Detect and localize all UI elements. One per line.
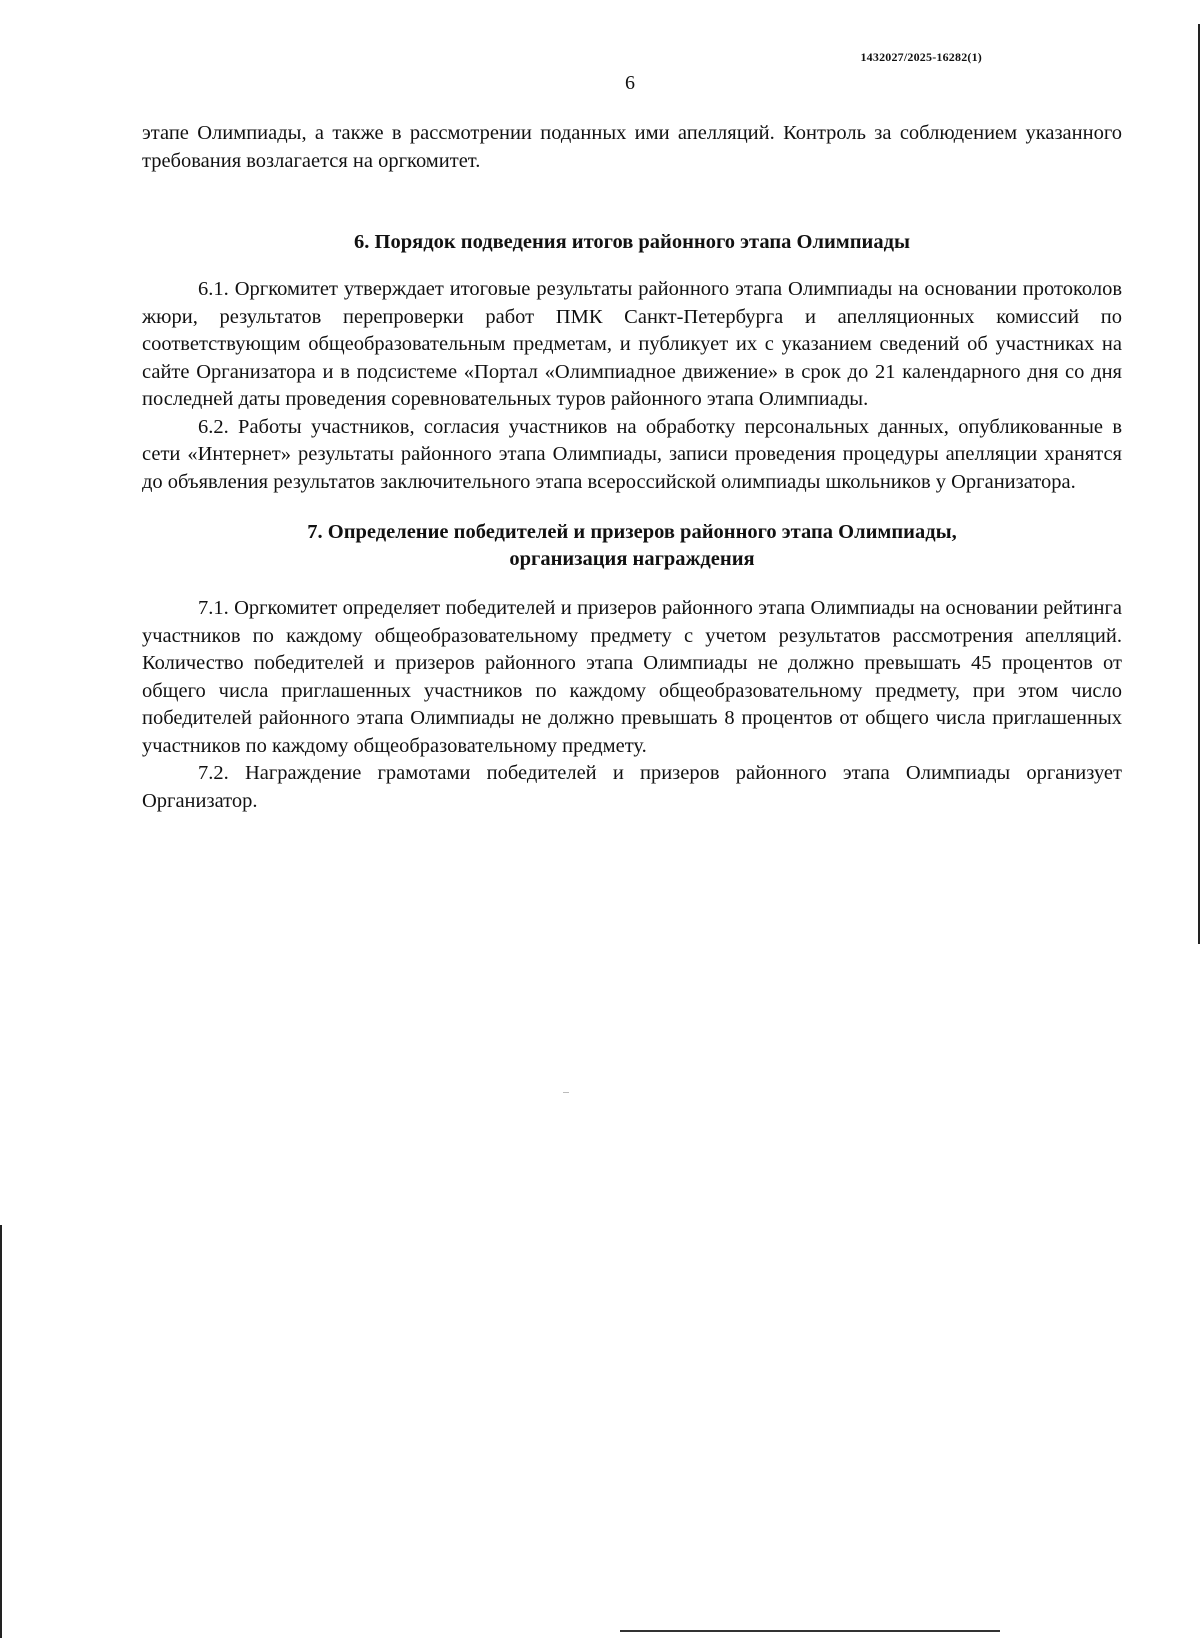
section-7-heading (142, 519, 1122, 573)
section-7-heading-line-1: 7. Определение победителей и призеров районного этапа Олимпиады, (307, 521, 957, 543)
scan-speck (563, 1092, 569, 1093)
scan-edge-left (0, 1225, 2, 1638)
section-7-heading-line-2: организация награждения (509, 548, 755, 570)
scan-edge-bottom (620, 1630, 1000, 1632)
paragraph-7-2: 7.2. Награждение грамотами победителей и призеров районного этапа Олимпиады организует Организатор. (142, 762, 1122, 812)
paragraph-7-1: 7.1. Оргкомитет определяет победителей и призеров районного этапа Олимпиады на основании рейтинга участников по каждому общеобразовательному предмету с учетом результатов рассмотрения апелляций. Количество победителей и призеров районного этапа Олимпиады не должно превышать 45 процентов от общего числа приглашенных участников по каждому общеобразовательному предмету, при этом число победителей районного этапа Олимпиады не должно превышать 8 процентов от общего числа приглашенных участников по каждому общеобразовательному предмету. (142, 597, 1122, 757)
document-registration-number: 1432027/2025-16282(1) (860, 50, 982, 64)
paragraph-6-1: 6.1. Оргкомитет утверждает итоговые результаты районного этапа Олимпиады на основании протоколов жюри, результатов перепроверки работ ПМК Санкт-Петербурга и апелляционных комиссий по соответствующим общеобразовательным предметам, и публикует их с указанием сведений об участниках на сайте Организатора и в подсистеме «Портал «Олимпиадное движение» в срок до 21 календарного дня со дня последней даты проведения соревновательных туров районного этапа Олимпиады. (142, 278, 1122, 410)
document-body (142, 120, 1122, 815)
section-6-heading: 6. Порядок подведения итогов районного этапа Олимпиады (354, 231, 910, 253)
paragraph-6-2: 6.2. Работы участников, согласия участников на обработку персональных данных, опубликованные в сети «Интернет» результаты районного этапа Олимпиады, записи проведения процедуры апелляции хранятся до объявления результатов заключительного этапа всероссийской олимпиады школьников у Организатора. (142, 415, 1122, 493)
page-number: 6 (625, 72, 635, 94)
intro-paragraph: этапе Олимпиады, а также в рассмотрении поданных ими апелляций. Контроль за соблюдением указанного требования возлагается на оргкомитет. (142, 122, 1122, 172)
